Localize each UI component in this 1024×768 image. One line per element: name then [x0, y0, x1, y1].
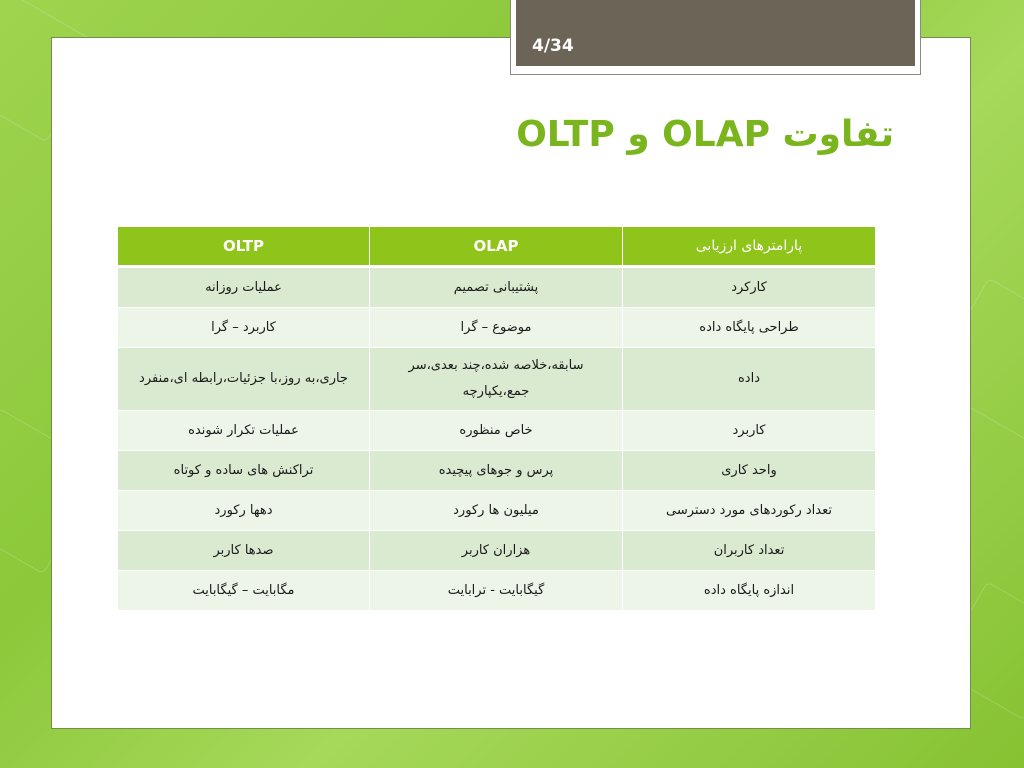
cell-parameter: واحد کاری: [623, 451, 876, 491]
cell-olap: پرس و جوهای پیچیده: [370, 451, 623, 491]
cell-parameter: کاربرد: [623, 411, 876, 451]
cell-oltp: دهها رکورد: [118, 491, 370, 531]
cell-oltp: کاربرد – گرا: [118, 308, 370, 348]
page-number-tab: [516, 0, 915, 66]
cell-oltp: مگابایت – گیگابایت: [118, 571, 370, 611]
cell-olap: سابقه،خلاصه شده،چند بعدی،سر جمع،یکپارچه: [370, 348, 623, 411]
cell-olap: پشتیبانی تصمیم: [370, 267, 623, 308]
cell-olap: موضوع – گرا: [370, 308, 623, 348]
table-row: [118, 267, 876, 308]
cell-olap: گیگابایت - ترابایت: [370, 571, 623, 611]
cell-oltp: عملیات تکرار شونده: [118, 411, 370, 451]
table-row: [118, 571, 876, 611]
cell-parameter: کارکرد: [623, 267, 876, 308]
header-parameters: پارامترهای ارزیابی: [623, 227, 876, 267]
cell-parameter: تعداد رکوردهای مورد دسترسی: [623, 491, 876, 531]
cell-oltp: جاری،به روز،با جزئیات،رابطه ای،منفرد: [118, 348, 370, 411]
header-olap: OLAP: [370, 227, 623, 267]
table-header-row: [118, 227, 876, 267]
page-number: 4/34: [532, 36, 574, 56]
header-oltp: OLTP: [118, 227, 370, 267]
cell-parameter: داده: [623, 348, 876, 411]
cell-olap: هزاران کاربر: [370, 531, 623, 571]
table-row: [118, 411, 876, 451]
cell-olap: خاص منظوره: [370, 411, 623, 451]
comparison-table: [117, 226, 876, 611]
cell-parameter: تعداد کاربران: [623, 531, 876, 571]
cell-parameter: اندازه پایگاه داده: [623, 571, 876, 611]
table-row: [118, 531, 876, 571]
table-row: [118, 308, 876, 348]
cell-olap: میلیون ها رکورد: [370, 491, 623, 531]
cell-parameter: طراحی پایگاه داده: [623, 308, 876, 348]
slide-title: تفاوت OLAP و OLTP: [516, 114, 894, 155]
table-row: [118, 451, 876, 491]
table-row: [118, 348, 876, 411]
cell-oltp: صدها کاربر: [118, 531, 370, 571]
cell-oltp: عملیات روزانه: [118, 267, 370, 308]
table-row: [118, 491, 876, 531]
cell-oltp: تراکنش های ساده و کوتاه: [118, 451, 370, 491]
